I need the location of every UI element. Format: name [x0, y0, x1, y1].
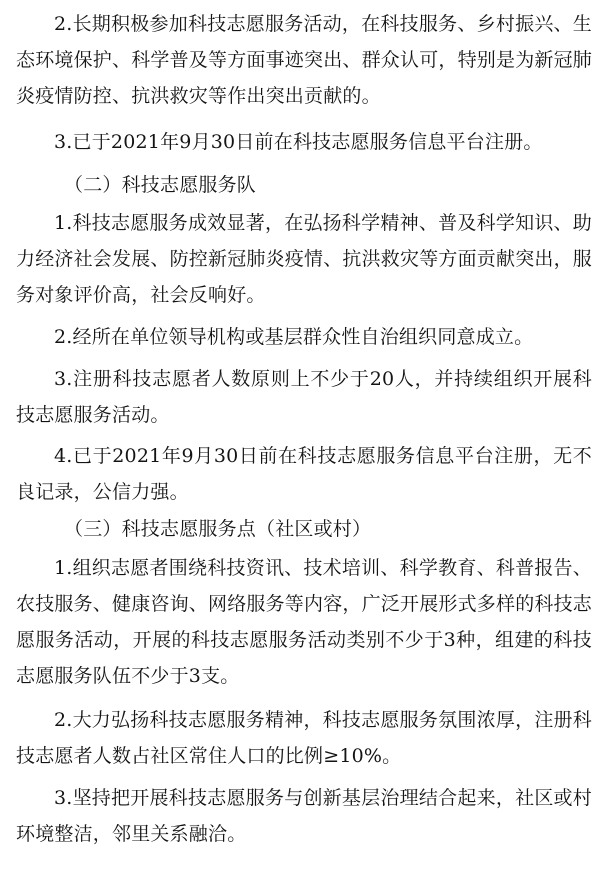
team-criterion-4-registration: 4.已于2021年9月30日前在科技志愿服务信息平台注册，无不良记录，公信力强。: [16, 445, 592, 503]
criterion-2-long-term-participation: 2.长期积极参加科技志愿服务活动，在科技服务、乡村振兴、生态环境保护、科学普及等方面事迹突出、群众认可，特别是为新冠肺炎疫情防控、抗洪救灾等作出突出贡献的。: [16, 13, 593, 107]
criterion-3-platform-registration: 3.已于2021年9月30日前在科技志愿服务信息平台注册。: [54, 131, 543, 153]
team-criterion-1-effectiveness: 1.科技志愿服务成效显著，在弘扬科学精神、普及科学知识、助力经济社会发展、防控新冠肺炎疫情、抗洪救灾等方面贡献突出，服务对象评价高，社会反响好。: [16, 212, 593, 306]
section-heading-service-team: （二）科技志愿服务队: [64, 174, 257, 196]
point-criterion-3-governance: 3.坚持把开展科技志愿服务与创新基层治理结合起来，社区或村环境整洁，邻里关系融洽。: [16, 787, 592, 845]
section-heading-service-point: （三）科技志愿服务点（社区或村）: [64, 518, 372, 540]
team-criterion-3-volunteer-count: 3.注册科技志愿者人数原则上不少于20人，并持续组织开展科技志愿服务活动。: [16, 368, 592, 426]
point-criterion-1-activities: 1.组织志愿者围绕科技资讯、技术培训、科学教育、科普报告、农技服务、健康咨询、网络服务等内容，广泛开展形式多样的科技志愿服务活动，开展的科技志愿服务活动类别不少于3种，组建的科技志愿服务队伍不少于3支。: [16, 557, 593, 687]
team-criterion-2-establishment: 2.经所在单位领导机构或基层群众性自治组织同意成立。: [54, 326, 534, 348]
point-criterion-2-spirit: 2.大力弘扬科技志愿服务精神，科技志愿服务氛围浓厚，注册科技志愿者人数占社区常住人口的比例≥10%。: [16, 709, 592, 767]
